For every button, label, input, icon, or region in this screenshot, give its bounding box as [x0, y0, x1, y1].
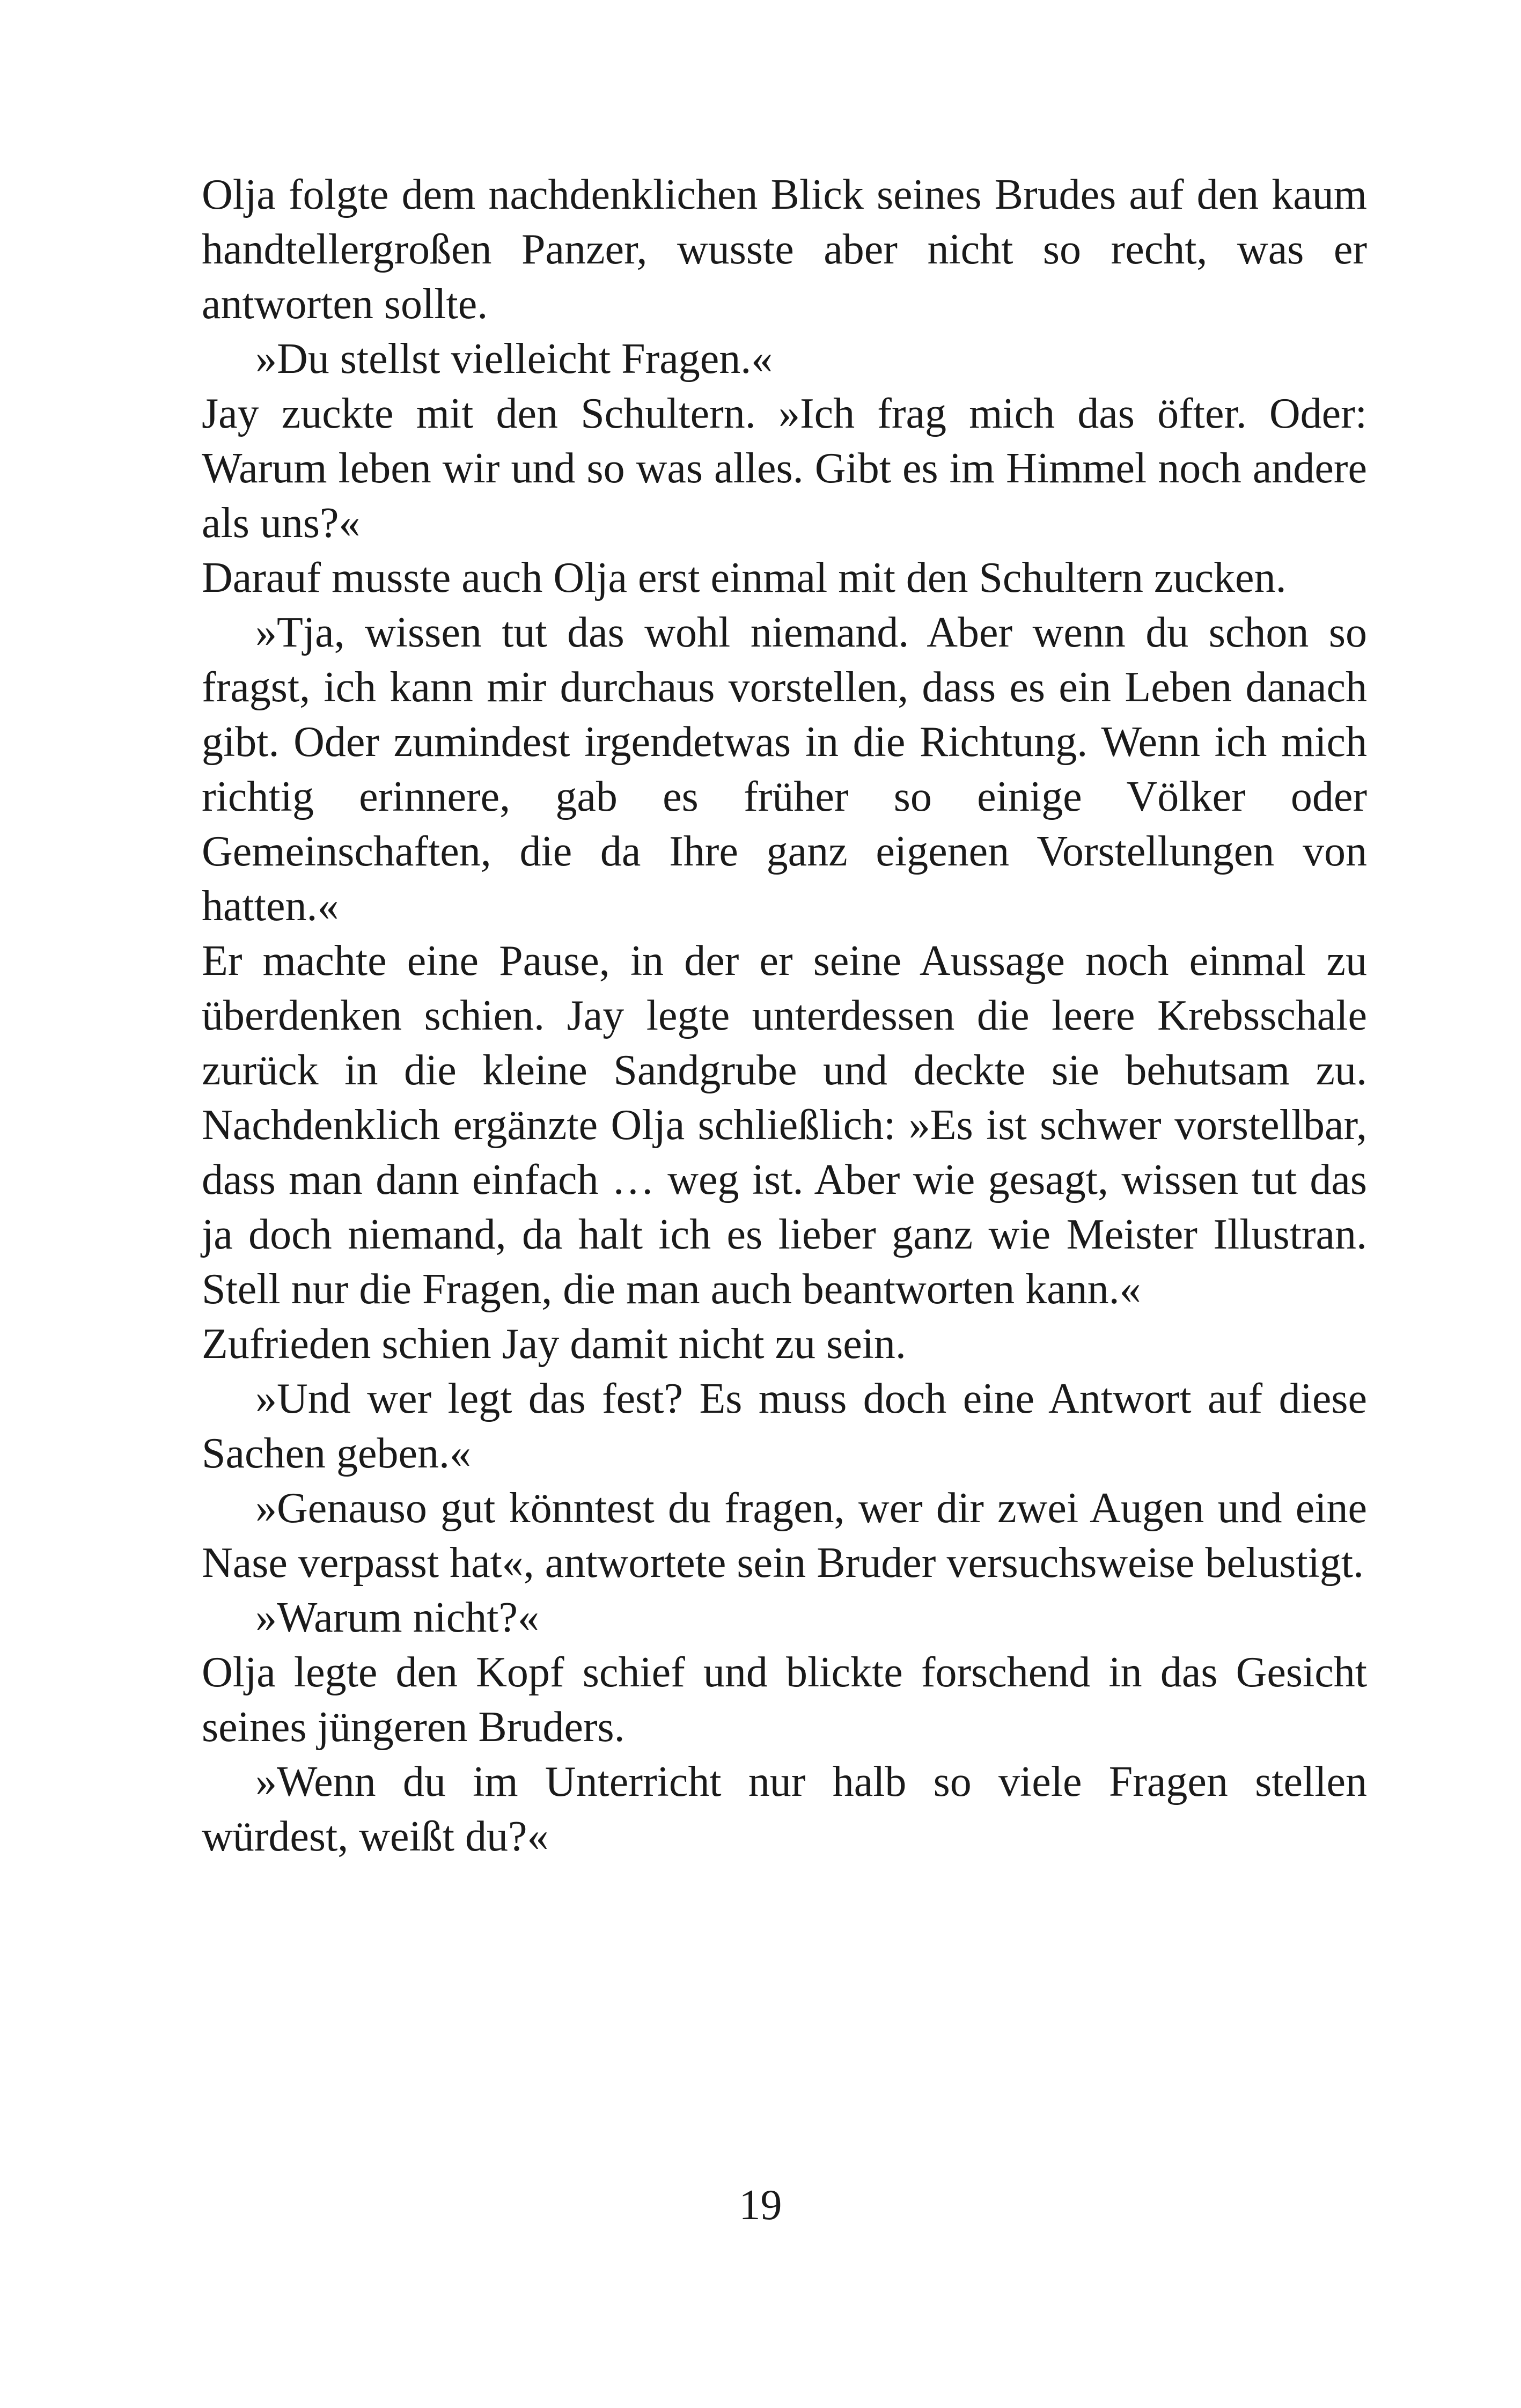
paragraph-4: Darauf musste auch Olja erst einmal mit den Schultern zucken.: [202, 554, 1287, 601]
paragraph-2: »Du stellst vielleicht Fragen.«: [255, 335, 773, 383]
paragraph-1: Olja folgte dem nachdenklichen Blick seines Brudes auf den kaum handtellergroßen Panzer, wusste aber nicht so recht, was er antworten sollte.: [202, 171, 1367, 328]
paragraph-9: »Genauso gut könntest du fragen, wer dir zwei Augen und eine Nase verpasst hat«, antwortete sein Bruder versuchsweise belustigt.: [202, 1485, 1367, 1587]
body-text: [202, 167, 1367, 1864]
paragraph-12: »Wenn du im Unterricht nur halb so viele Fragen stellen würdest, weißt du?«: [202, 1758, 1367, 1860]
paragraph-7: Zufrieden schien Jay damit nicht zu sein.: [202, 1320, 906, 1368]
paragraph-8: »Und wer legt das fest? Es muss doch eine Antwort auf diese Sachen geben.«: [202, 1375, 1367, 1477]
paragraph-6: Er machte eine Pause, in der er seine Aussage noch einmal zu überdenken schien. Jay legte unterdessen die leere Krebsschale zurück in die kleine Sandgrube und deckte sie behutsam zu. Nachdenklich ergänzte Olja schließlich: »Es ist schwer vorstellbar, dass man dann einfach … weg ist. Aber wie gesagt, wissen tut das ja doch niemand, da halt ich es lieber ganz wie Meister Illustran. Stell nur die Fragen, die man auch beantworten kann.«: [202, 937, 1367, 1313]
page-number: 19: [739, 2182, 782, 2229]
paragraph-10: »Warum nicht?«: [255, 1594, 539, 1641]
paragraph-3: Jay zuckte mit den Schultern. »Ich frag mich das öfter. Oder: Warum leben wir und so was alles. Gibt es im Himmel noch andere als uns?«: [202, 390, 1367, 547]
paragraph-11: Olja legte den Kopf schief und blickte forschend in das Gesicht seines jüngeren Bruders.: [202, 1649, 1367, 1751]
paragraph-5: »Tja, wissen tut das wohl niemand. Aber wenn du schon so fragst, ich kann mir durchaus vorstellen, dass es ein Leben danach gibt. Oder zumindest irgendetwas in die Richtung. Wenn ich mich richtig erinnere, gab es früher so einige Völker oder Gemeinschaften, die da Ihre ganz eigenen Vorstellungen von hatten.«: [202, 609, 1367, 930]
